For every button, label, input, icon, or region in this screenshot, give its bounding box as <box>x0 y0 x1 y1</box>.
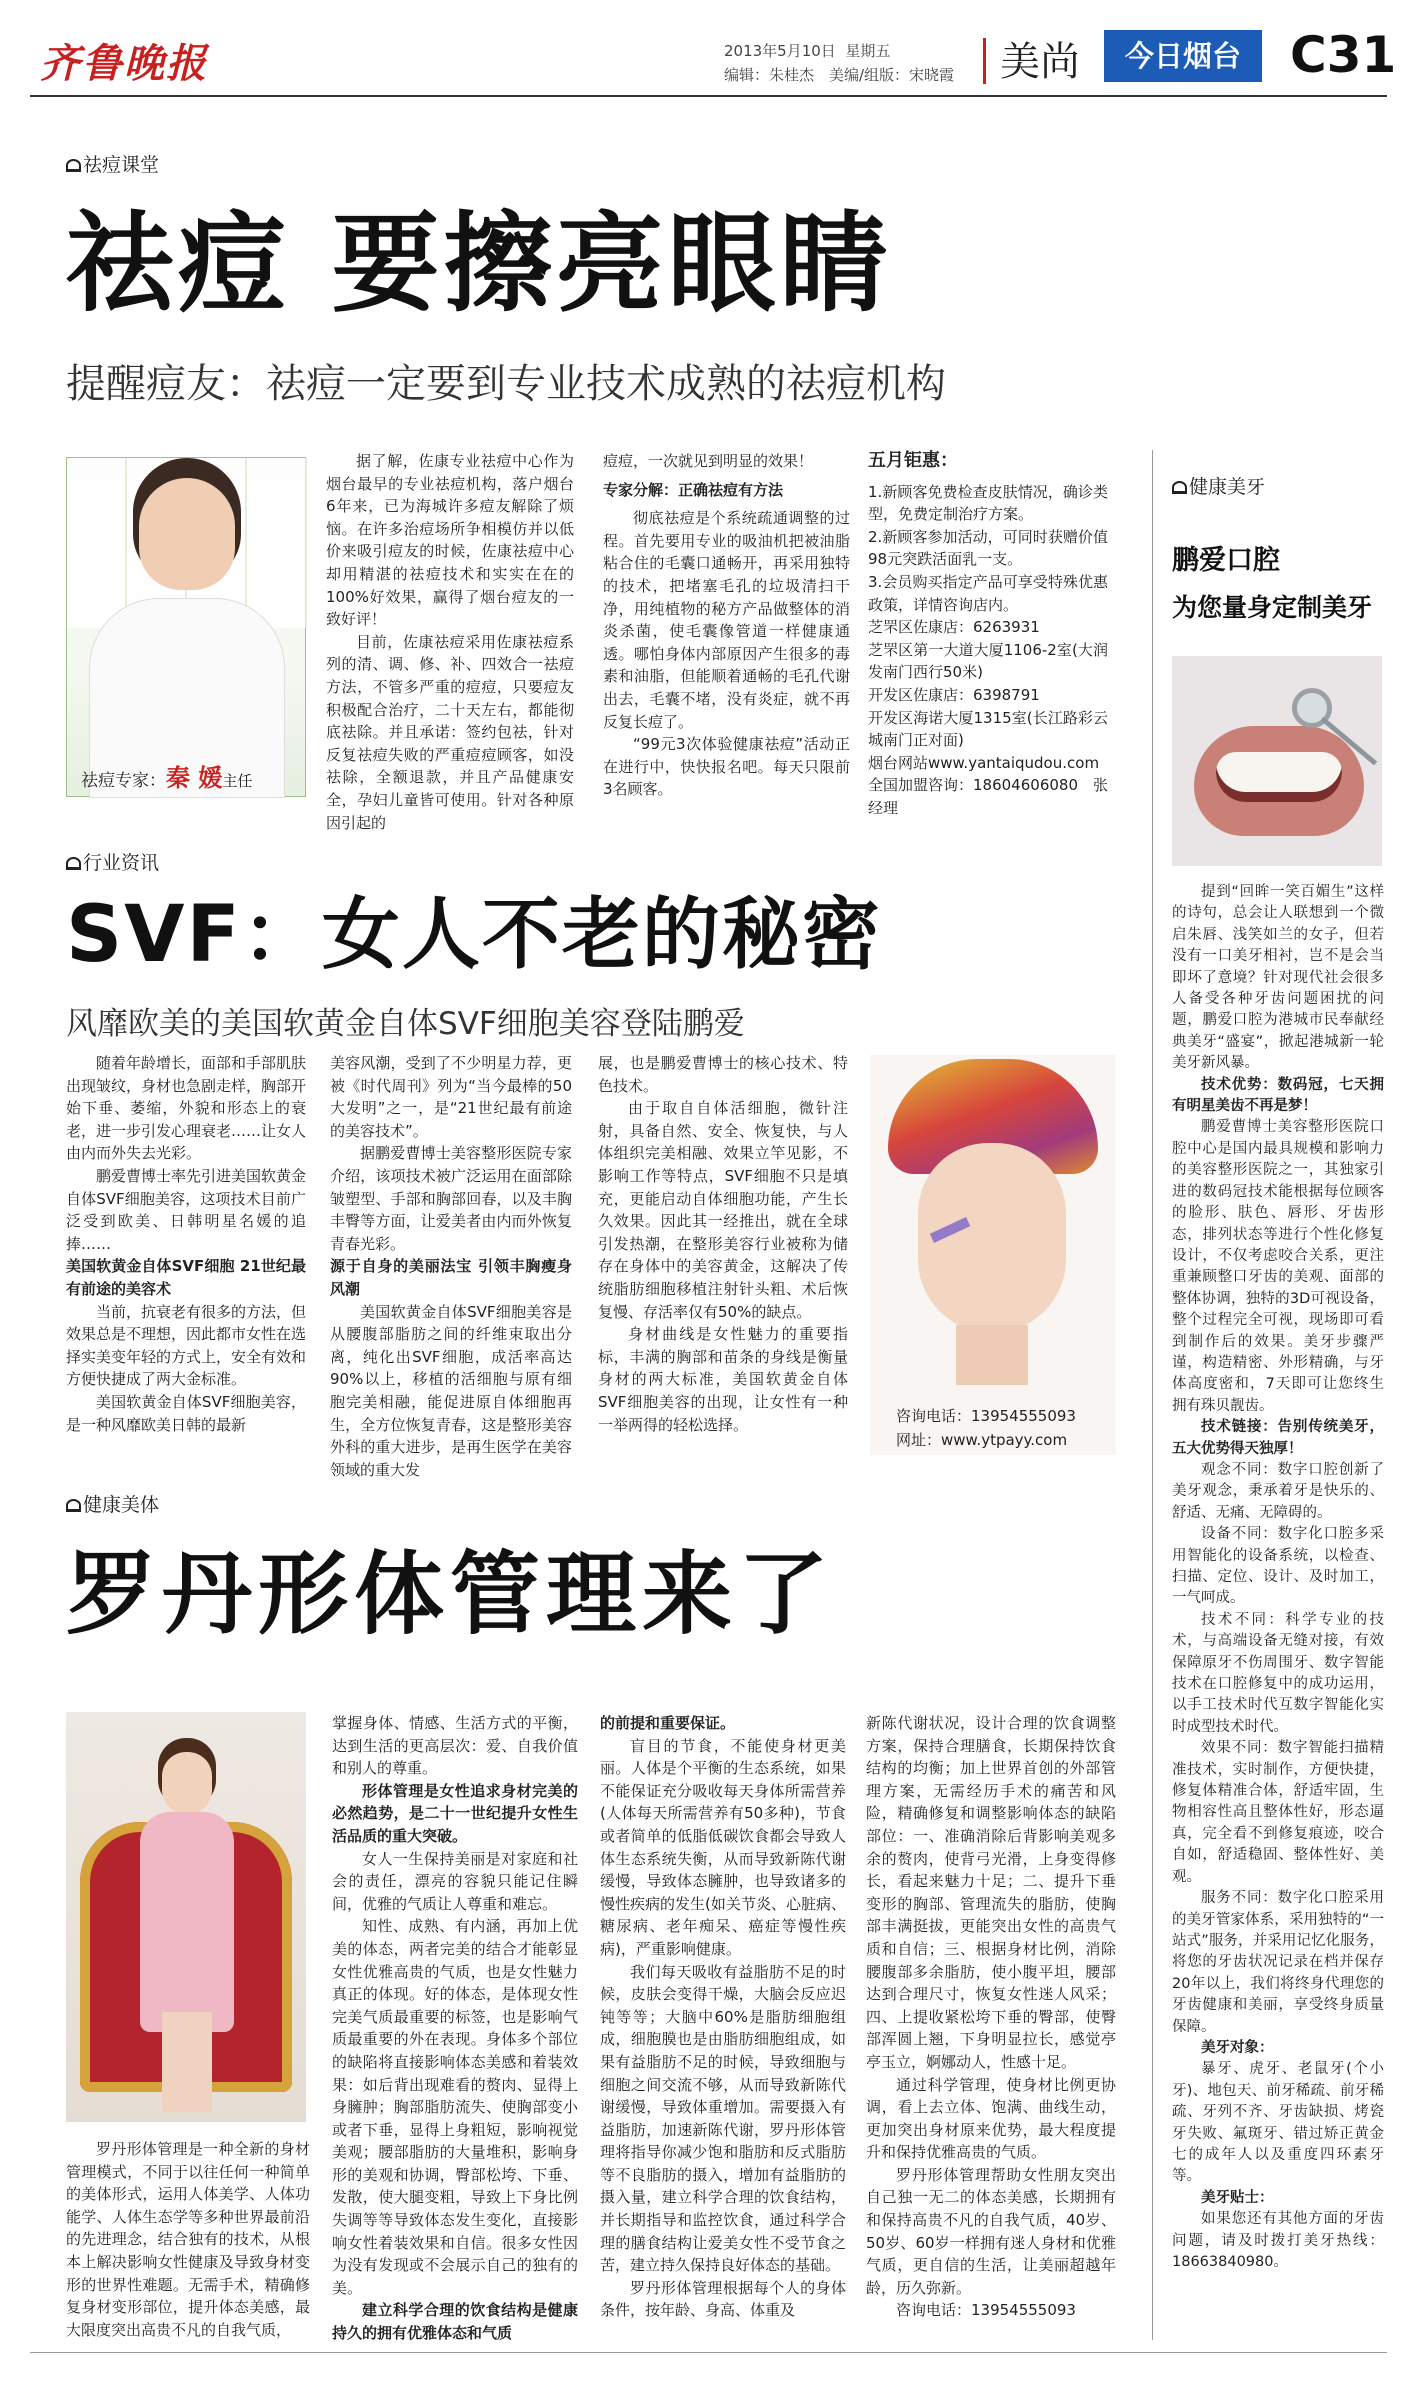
contact-line: 芝罘区第一大道大厦1106-2室(大润发南门西行50米) <box>868 640 1108 682</box>
paragraph: 观念不同：数字口腔创新了美牙观念，秉承着牙是快乐的、舒适、无痛、无障碍的。 <box>1172 1461 1384 1521</box>
svf-col-2 <box>330 1052 572 1479</box>
section-label-industry <box>66 848 159 875</box>
expert-caption <box>81 758 252 793</box>
paragraph: 掌握身体、情感、生活方式的平衡，达到生活的更高层次：爱、自我价值和别人的尊重。 <box>332 1714 578 1778</box>
sidebar-body <box>1172 882 1384 2342</box>
section-bullet-icon <box>66 857 81 870</box>
section-bullet-icon <box>66 1499 81 1512</box>
sidebar-divider <box>1152 450 1153 2340</box>
contact-line: 全国加盟咨询：18604606080 张经理 <box>868 776 1108 817</box>
weekday-text: 星期五 <box>845 42 891 60</box>
paragraph: 技术不同：科学专业的技术，与高端设备无缝对接，有效保障原牙不伤周围牙、数字智能技术在口腔修复中的成功运用，以手工技术时代互数字智能化实时成型技术时代。 <box>1172 1611 1384 1735</box>
subheading: 技术优势：数码冠，七天拥有明星美齿不再是梦！ <box>1172 1076 1384 1115</box>
headline-acne: 祛痘 要擦亮眼睛 <box>66 202 892 327</box>
paragraph: 效果不同：数字智能扫描精准技术，实时制作，方便快捷，修复体精准合体，舒适牢固，生物相容性高且整体性好，形态逼真，完全看不到修复痕迹，咬合自如，舒适稳固、整体性好、美观。 <box>1172 1740 1384 1885</box>
promo-title: 五月钜惠： <box>868 450 958 471</box>
subheading: 技术链接：告别传统美牙，五大优势得天独厚！ <box>1172 1419 1384 1457</box>
subheading: 的前提和重要保证。 <box>600 1714 736 1732</box>
rodin-col-2 <box>332 1712 578 2342</box>
model-legs <box>162 2012 212 2112</box>
paragraph: 鹏爱曹博士率先引进美国软黄金自体SVF细胞美容，这项技术目前广泛受到欧美、日韩明星名媛的追捧…… <box>66 1166 307 1253</box>
paragraph: 随着年龄增长，面部和手部肌肤出现皱纹，身材也急剧走样，胸部开始下垂、萎缩，外貌和形态上的衰老，进一步引发心理衰老……让女人由内而外失去光彩。 <box>66 1054 307 1163</box>
paragraph: 知性、成熟、有内涵，再加上优美的体态，两者完美的结合才能彰显女性优雅高贵的气质，也是女性魅力真正的体现。好的体态，是体现女性完美气质最重要的标签，也是影响气质最重要的外在表现。身体多个部位的缺陷将直接影响体态美感和着装效果：如后背出现难看的赘肉、显得上身臃肿；胸部脂肪流失、使胸部变小或者下垂，显得上身粗短，影响视觉美观；腰部脂肪的大量堆积，影响身形的美观和协调，臀部松垮、下垂、发散，使大腿变粗，导致上下身比例失调等等导致体态发生变化，直接影响女性着装效果和自信。很多女性因为没有发现或不会展示自己的独有的美。 <box>332 1917 578 2297</box>
edition-badge: 今日烟台 <box>1104 30 1262 82</box>
paragraph: 如果您还有其他方面的牙齿问题，请及时拨打美牙热线：18663840980。 <box>1172 2211 1384 2270</box>
section-label-body <box>66 1490 159 1517</box>
acne-col-3 <box>868 450 1108 817</box>
date-text: 2013年5月10日 <box>724 42 836 60</box>
paragraph: 新陈代谢状况，设计合理的饮食调整方案，保持合理膳食，长期保持饮食结构的均衡；加上世界首创的外部管理方案，无需经历手术的痛苦和风险，精确修复和调整影响体态的缺陷部位：一、准确消除后背影响美观多余的赘肉，使背弓光滑，上身变得修长，看起来魅力十足；二、提升下垂变形的胸部、管理流失的脂肪，使胸部丰满挺拔，更能突出女性的高贵气质和自信；三、根据身材比例，消除腰腹部多余脂肪，使小腹平坦，腰部达到合理尺寸，恢复女性迷人风采；四、上提收紧松垮下垂的臀部，使臀部浑圆上翘，下身明显拉长，感觉亭亭玉立，婀娜动人，性感十足。 <box>866 1714 1116 2071</box>
paragraph: 服务不同：数字化口腔采用的美牙管家体系，采用独特的“一站式”服务，并采用记忆化服务，将您的牙齿状况记录在档并保存20年以上，我们将终身代理您的牙齿健康和美丽，享受终身质量保障。 <box>1172 1890 1384 2035</box>
contact-line: 开发区海诺大厦1315室(长江路彩云城南门正对面) <box>868 708 1108 750</box>
paragraph: 彻底祛痘是个系统疏通调整的过程。首先要用专业的吸油机把被油脂粘合住的毛囊口通畅开，再采用独特的技术，把堵塞毛孔的垃圾清扫干净，用纯植物的秘方产品做整体的消炎杀菌，使毛囊像管道一样健康通透。哪怕身体内部原因产生很多的毒素和油脂，但能顺着通畅的毛孔代谢出去，毛囊不堵，没有炎症，就不再反复长痘了。 <box>603 509 850 731</box>
section-label-acne <box>66 150 159 177</box>
rodin-col-1 <box>66 2138 310 2343</box>
subhead-svf: 风靡欧美的美国软黄金自体SVF细胞美容登陆鹏爱 <box>66 1006 745 1042</box>
subhead-acne: 提醒痘友：祛痘一定要到专业技术成熟的祛痘机构 <box>66 361 946 407</box>
paragraph: 罗丹形体管理是一种全新的身材管理模式，不同于以往任何一种简单的美体形式，运用人体美学、人体功能学、人体生态学等多种世界最前沿的先进理念，结合独有的技术，从根本上解决影响女性健康及导致身材变形的世界性难题。无需手术，精确修复身材变形部位，提升体态美感，最大限度突出高贵不凡的自我气质， <box>66 2140 310 2339</box>
section-label-text: 祛痘课堂 <box>83 154 160 176</box>
rodin-model-photo <box>66 1712 306 2122</box>
paragraph: 罗丹形体管理根据每个人的身体条件，按年龄、身高、体重及 <box>600 2278 846 2320</box>
section-name: 美尚 <box>1000 39 1080 85</box>
editors-line: 编辑：朱桂杰 美编/组版：宋晓霞 <box>724 66 955 84</box>
paragraph: 设备不同：数字化口腔多采用智能化的设备系统，以检查、扫描、定位、设计、及时加工，一气呵成。 <box>1172 1526 1384 1607</box>
promo-item: 3.会员购买指定产品可享受特殊优惠政策，详情咨询店内。 <box>868 572 1108 614</box>
masthead-rule <box>30 95 1387 97</box>
photo-website: 网址：www.ytpayy.com <box>896 1431 1068 1449</box>
paragraph: 身材曲线是女性魅力的重要指标，丰满的胸部和苗条的身线是衡量身材的两大标准，美国软黄金自体SVF细胞美容的出现，让女性有一种一举两得的轻松选择。 <box>598 1325 848 1434</box>
promo-item: 1.新顾客免费检查皮肤情况，确诊类型，免费定制治疗方案。 <box>868 482 1108 524</box>
page-number: C31 <box>1290 26 1397 84</box>
subheading: 形体管理是女性追求身材完美的必然趋势，是二十一世纪提升女性生活品质的重大突破。 <box>332 1781 578 1845</box>
subheading: 专家分解：正确祛痘有方法 <box>603 480 784 499</box>
paragraph: 美容风潮，受到了不少明星力荐，更被《时代周刊》列为“当今最棒的50大发明”之一，是“21世纪最有前途的美容技术”。 <box>330 1054 572 1140</box>
paragraph: 展，也是鹏爱曹博士的核心技术、特色技术。 <box>598 1054 848 1095</box>
paragraph: “99元3次体验健康祛痘”活动正在进行中，快快报名吧。每天只限前3名顾客。 <box>603 735 850 799</box>
model-neck <box>956 1325 1028 1385</box>
dental-teeth <box>1216 752 1342 802</box>
acne-col-2 <box>603 450 850 808</box>
paragraph: 女人一生保持美丽是对家庭和社会的责任，漂亮的容貌只能记住瞬间，优雅的气质让人尊重和难忘。 <box>332 1849 578 1913</box>
svf-model-photo <box>870 1055 1116 1455</box>
paragraph: 盲目的节食，不能使身材更美丽。人体是个平衡的生态系统，如果不能保证充分吸收每天身体所需营养(人体每天所需营养有50多种)，节食或者简单的低脂低碳饮食都会导致人体生态系统失衡，从而导致新陈代谢缓慢，导致体态臃肿，也导致诸多的慢性疾病的发生(如关节炎、心脏病、糖尿病、老年痴呆、癌症等慢性疾病)，严重影响健康。 <box>600 1736 846 1958</box>
expert-figure <box>139 478 235 590</box>
paragraph: 由于取自自体活细胞，微针注射，具备自然、安全、恢复快，与人体组织完美相融、效果立竿见影，不影响工作等特点，SVF细胞不只是填充，更能启动自体细胞功能，产生长久效果。因此其一经推出，就在全球引发热潮，在整形美容行业被称为储存在身体中的美容黄金，这解决了传统脂肪细胞移植注射针头粗、术后恢复慢、存活率仅有50%的缺点。 <box>598 1099 848 1321</box>
paragraph: 痘痘，一次就见到明显的效果！ <box>603 452 814 470</box>
section-bullet-icon <box>1172 481 1187 494</box>
contact-line: 开发区佐康店：6398791 <box>868 685 1040 704</box>
photo-phone: 咨询电话：13954555093 <box>896 1407 1076 1425</box>
section-bullet-icon <box>66 159 81 172</box>
contact-line: 芝罘区佐康店：6263931 <box>868 618 1040 637</box>
subheading: 美牙贴士： <box>1201 2189 1274 2206</box>
paragraph: 美国软黄金自体SVF细胞美容是从腰腹部脂肪之间的纤维束取出分离，纯化出SVF细胞，成活率高达90%以上，移植的活细胞与原有细胞完美相融，能促进原自体细胞再生，全方位恢复青春，这是整形美容外科的重大进步，是再生医学在美容领域的重大发 <box>330 1302 572 1479</box>
sidebar-subtitle: 为您量身定制美牙 <box>1172 593 1373 622</box>
expert-title: 主任 <box>222 772 253 790</box>
contact-phone: 咨询电话：13954555093 <box>896 2301 1076 2320</box>
paragraph: 据鹏爱曹博士美容整形医院专家介绍，该项技术被广泛运用在面部除皱塑型、手部和胸部回春，以及丰胸丰臀等方面，让爱美者由内而外恢复青春光彩。 <box>330 1144 572 1253</box>
section-label-text: 健康美体 <box>83 1494 160 1516</box>
rodin-col-4 <box>866 1712 1116 2342</box>
masthead-divider <box>983 38 986 84</box>
paragraph: 鹏爱曹博士美容整形医院口腔中心是国内最具规模和影响力的美容整形医院之一，其独家引进的数码冠技术能根据每位顾客的脸形、肤色、唇形、牙齿形态，排列状态等进行个性化修复设计，不仅考虑咬合关系，更注重兼顾整口牙齿的美观、面部的整体协调，独特的3D可视设备，整个过程完全可视，现场即可看到制作后的效果。美牙步骤严谨，构造精密、外形精确，与牙体高度密和，7天即可让您终生拥有珠贝靓齿。 <box>1172 1119 1384 1414</box>
sidebar-title: 鹏爱口腔 <box>1172 545 1280 576</box>
section-label-text: 健康美牙 <box>1189 476 1266 498</box>
svf-col-1 <box>66 1052 306 1468</box>
headline-svf: SVF：女人不老的秘密 <box>66 890 882 980</box>
svf-col-3 <box>598 1052 848 1468</box>
paragraph: 我们每天吸收有益脂肪不足的时候，皮肤会变得干燥，大脑会反应迟钝等等；大脑中60%是脂肪细胞组成，细胞膜也是由脂肪细胞组成，如果有益脂肪不足的时候，导致细胞与细胞之间交流不够，从而导致新陈代谢缓慢，导致体重增加。需要摄入有益脂肪，加速新陈代谢，罗丹形体管理将指导你减少饱和脂肪和反式脂肪等不良脂肪的摄入，增加有益脂肪的摄入量，建立科学合理的饮食结构，并长期指导和监控饮食，通过科学合理的膳食结构让爱美女性不受节食之苦，建立持久保持良好体态的基础。 <box>600 1962 846 2275</box>
issue-date <box>724 40 890 61</box>
subheading: 源于自身的美丽法宝 引领丰胸瘦身风潮 <box>330 1257 572 1298</box>
paragraph: 据了解，佐康专业祛痘中心作为烟台最早的专业祛痘机构，落户烟台6年来，已为海城许多痘友解除了烦恼。在许多治痘场所争相模仿并以低价来吸引痘友的时候，佐康祛痘中心却用精湛的祛痘技术和实实在在的100%好效果，赢得了烟台痘友的一致好评！ <box>326 452 574 629</box>
headline-rodin: 罗丹形体管理来了 <box>66 1542 834 1647</box>
subheading: 美牙对象： <box>1201 2039 1274 2056</box>
paragraph: 美国软黄金自体SVF细胞美容，是一种风靡欧美日韩的最新 <box>66 1392 306 1434</box>
paragraph: 提到“回眸一笑百媚生”这样的诗句，总会让人联想到一个微启朱唇、浅笑如兰的女子，但若没有一口美牙相衬，岂不是会当即坏了意境？针对现代社会很多人备受各种牙齿问题困扰的问题，鹏爱口腔为港城市民奉献经典美牙“盛宴”，掀起港城新一轮美牙新风暴。 <box>1172 884 1384 1072</box>
acne-col-1 <box>326 450 574 832</box>
paragraph: 当前，抗衰老有很多的方法，但效果总是不理想，因此都市女性在选择实美变年轻的方式上，安全有效和方便快捷成了两大金标准。 <box>66 1302 307 1389</box>
bottom-rule <box>30 2352 1387 2353</box>
promo-item: 2.新顾客参加活动，可同时获赠价值98元突跌活面乳一支。 <box>868 527 1108 569</box>
section-label-text: 行业资讯 <box>83 852 160 874</box>
paragraph: 罗丹形体管理帮助女性朋友突出自己独一无二的体态美感，长期拥有和保持高贵不凡的自我气质，40岁、50岁、60岁一样拥有迷人身材和优雅气质，更自信的生活，让美丽超越年龄，历久弥新。 <box>866 2165 1116 2297</box>
subheading: 美国软黄金自体SVF细胞 21世纪最有前途的美容术 <box>66 1257 306 1298</box>
model-head <box>162 1752 212 1814</box>
expert-photo <box>66 457 306 797</box>
paragraph: 暴牙、虎牙、老鼠牙(个小牙)、地包天、前牙稀疏、前牙稀疏、牙列不齐、牙齿缺损、烤瓷牙失败、氟斑牙、错过矫正黄金七的成年人以及重度四环素牙等。 <box>1172 2061 1384 2185</box>
paragraph: 通过科学管理，使身材比例更协调，看上去立体、饱满、曲线生动，更加突出身材原来优势，最大程度提升和保持优雅高贵的气质。 <box>866 2075 1116 2162</box>
section-label-dental <box>1172 472 1265 499</box>
expert-name: 秦 媛 <box>166 764 223 792</box>
paper-logo: 齐鲁晚报 <box>40 40 208 87</box>
dental-photo <box>1172 656 1382 866</box>
contact-line: 烟台网站www.yantaiqudou.com <box>868 753 1100 772</box>
model-dress <box>140 1812 234 2032</box>
expert-caption-text: 祛痘专家： <box>81 771 166 791</box>
paragraph: 目前，佐康祛痘采用佐康祛痘系列的清、调、修、补、四效合一祛痘方法，不管多严重的痘痘，只要痘友积极配合治疗，二十天左右，都能彻底祛除。并且承诺：签约包祛，针对反复祛痘失败的严重痘痘顾客，如没祛除，全额退款，并且产品健康安全，孕妇儿童皆可使用。针对各种原因引起的 <box>326 632 574 832</box>
subheading: 建立科学合理的饮食结构是健康持久的拥有优雅体态和气质 <box>332 2301 578 2343</box>
rodin-col-3 <box>600 1712 846 2342</box>
